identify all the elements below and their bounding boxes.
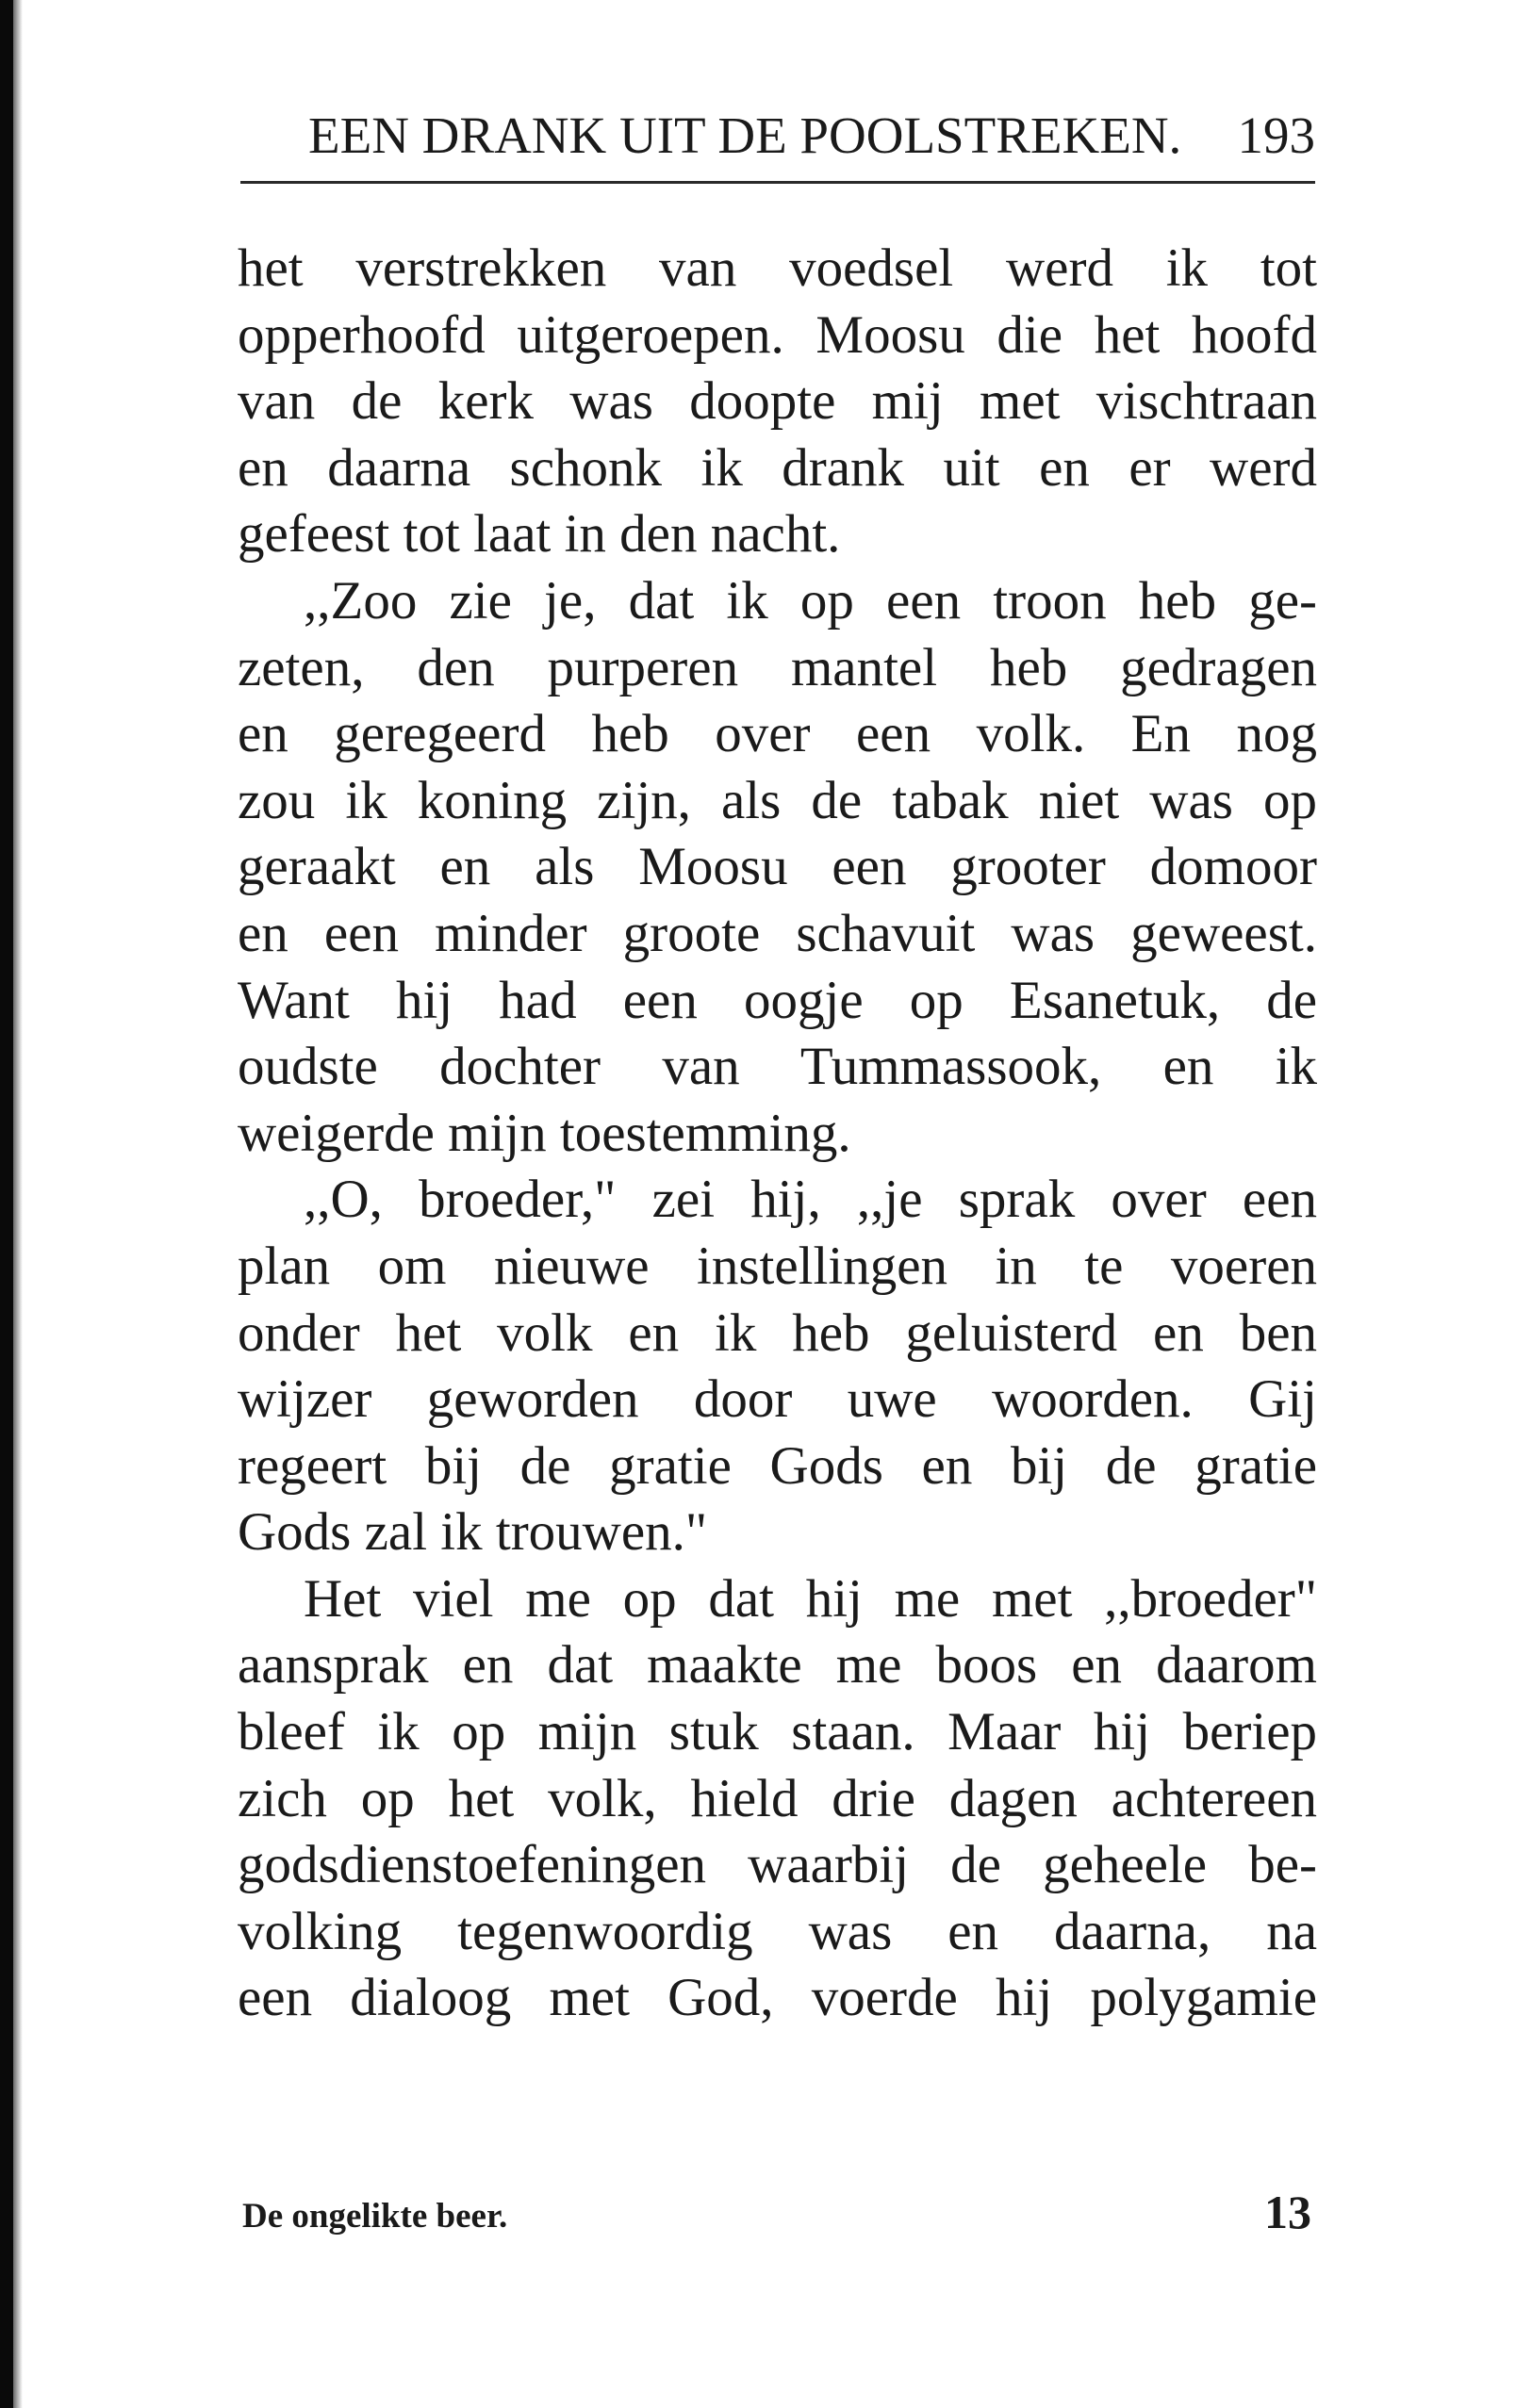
header-rule [240, 181, 1315, 184]
page-number: 193 [1237, 106, 1315, 164]
page-footer [240, 2185, 1315, 2251]
text-line: van de kerk was doopte mij met vischtraan [238, 371, 1317, 432]
text-line: gefeest tot laat in den nacht. [238, 504, 841, 565]
text-line: plan om nieuwe instellingen in te voeren [238, 1236, 1317, 1296]
text-line: Want hij had een oogje op Esanetuk, de [238, 970, 1317, 1030]
running-head: EEN DRANK UIT DE POOLSTREKEN. [308, 106, 1182, 164]
text-line: wijzer geworden door uwe woorden. Gij [238, 1369, 1317, 1430]
text-line: aansprak en dat maakte me boos en daarom [238, 1635, 1317, 1695]
sheet-number: 13 [1264, 2186, 1311, 2238]
text-line: zou ik koning zijn, als de tabak niet was op [238, 770, 1317, 830]
body-text [238, 236, 1317, 2032]
text-line: bleef ik op mijn stuk staan. Maar hij beriep [238, 1702, 1317, 1762]
binding-edge [0, 0, 13, 2408]
text-line: een dialoog met God, voerde hij polygamie [238, 1968, 1317, 2028]
text-line: het verstrekken van voedsel werd ik tot [238, 238, 1317, 298]
text-line: Het viel me op dat hij me met ,,broeder" [304, 1568, 1317, 1629]
text-line: ,,O, broeder," zei hij, ,,je sprak over een [304, 1170, 1317, 1230]
text-line: regeert bij de gratie Gods en bij de gratie [238, 1435, 1317, 1496]
text-line: en geregeerd heb over een volk. En nog [238, 704, 1317, 764]
text-line: weigerde mijn toestemming. [238, 1103, 851, 1163]
binding-shadow [13, 0, 23, 2408]
text-line: onder het volk en ik heb geluisterd en ben [238, 1302, 1317, 1363]
text-line: zich op het volk, hield drie dagen achtereen [238, 1768, 1317, 1828]
text-line: godsdienstoefeningen waarbij de geheele be- [238, 1835, 1317, 1895]
text-line: en daarna schonk ik drank uit en er werd [238, 437, 1317, 498]
signature-mark: De ongelikte beer. [242, 2197, 508, 2236]
text-line: ,,Zoo zie je, dat ik op een troon heb ge- [304, 570, 1317, 631]
text-line: oudste dochter van Tummassook, en ik [238, 1037, 1317, 1097]
text-line: volking tegenwoordig was en daarna, na [238, 1901, 1317, 1961]
page-header [240, 106, 1315, 181]
text-line: zeten, den purperen mantel heb gedragen [238, 637, 1317, 697]
text-line: en een minder groote schavuit was geweest. [238, 903, 1317, 963]
text-line: geraakt en als Moosu een grooter domoor [238, 837, 1317, 897]
text-line: opperhoofd uitgeroepen. Moosu die het hoofd [238, 304, 1317, 365]
text-line: Gods zal ik trouwen." [238, 1502, 708, 1563]
